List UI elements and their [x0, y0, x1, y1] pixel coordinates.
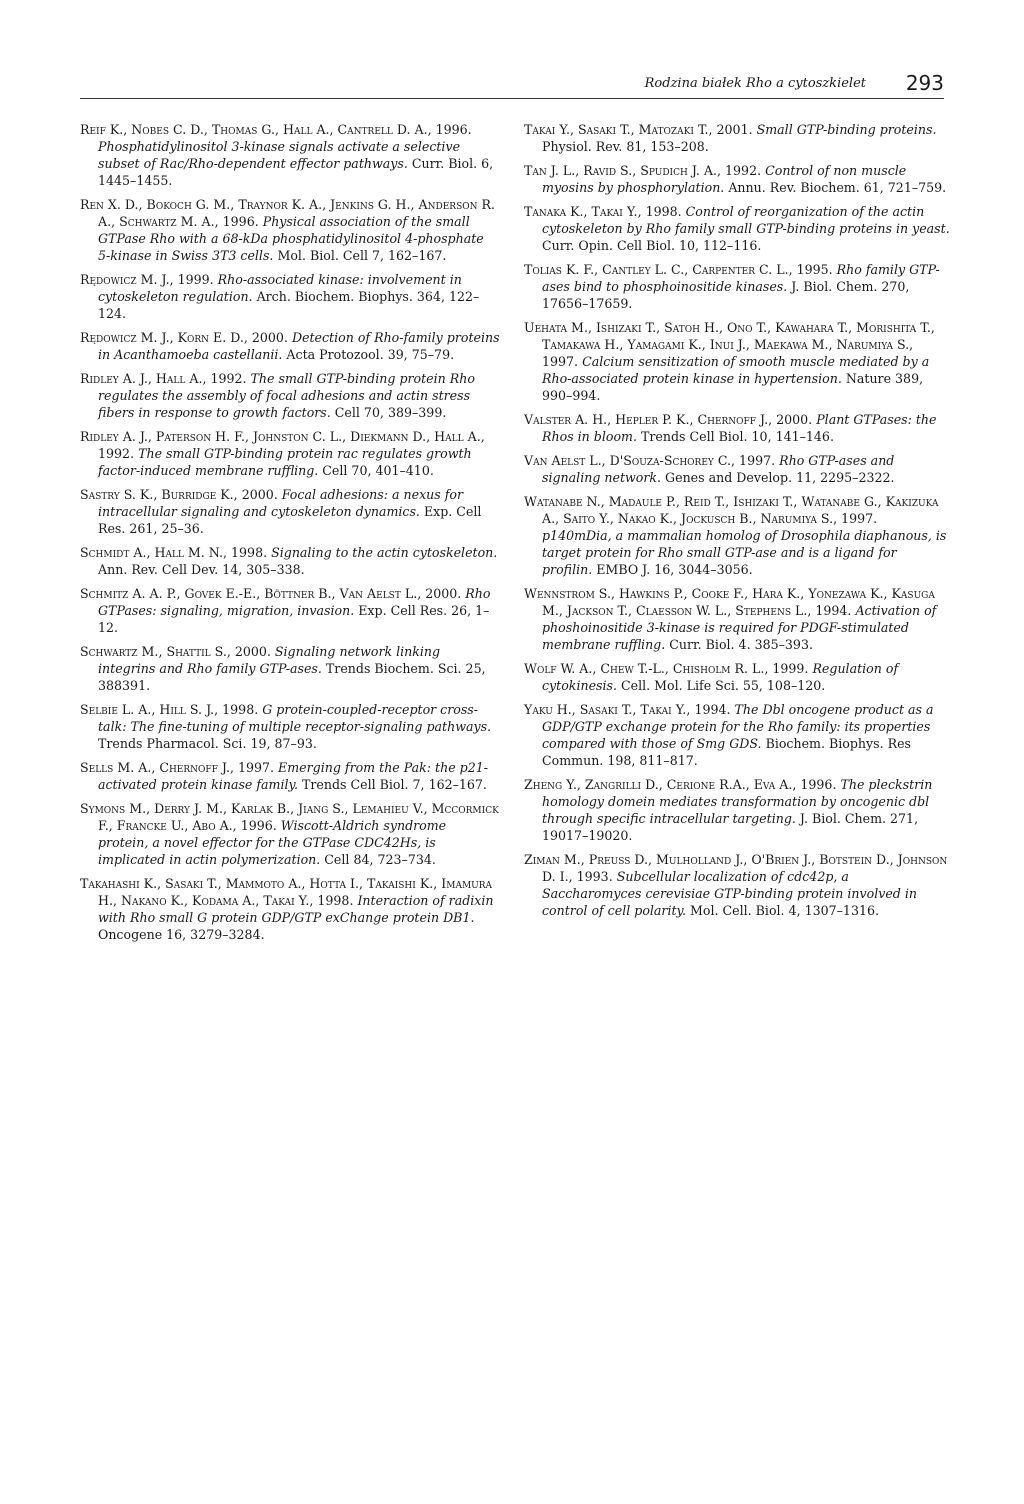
reference-title: G protein-coupled-receptor cross-talk: The fine-tuning of multiple receptor-signaling pathways.: [98, 702, 492, 734]
reference-source: Exp. Cell Res. 26, 1–12.: [98, 603, 490, 635]
reference-year: 2000.: [772, 412, 813, 427]
reference-entry: [524, 261, 950, 312]
reference-source: Cell 84, 723–734.: [320, 852, 436, 867]
reference-source: Curr. Opin. Cell Biol. 10, 112–116.: [542, 238, 762, 253]
reference-source: Trends Cell Biol. 10, 141–146.: [636, 429, 834, 444]
reference-authors: Uehata M., Ishizaki T., Satoh H., Ono T., Kawahara T., Morishita T., Tamakawa H., Yamagami K., Inui J., Maekawa M., Narumiya S.,: [524, 320, 935, 352]
reference-authors: Schwartz M., Shattil S.,: [80, 644, 231, 659]
reference-authors: Tolias K. F., Cantley L. C., Carpenter C. L.,: [524, 262, 793, 277]
reference-authors: Tan J. L., Ravid S., Spudich J. A.,: [524, 163, 722, 178]
reference-source: Nature 389, 990–994.: [542, 371, 924, 403]
reference-source: Mol. Cell. Biol. 4, 1307–1316.: [686, 903, 879, 918]
blank-page-bottom: [0, 1284, 1024, 1504]
reference-year: 1992.: [98, 446, 135, 461]
reference-source: EMBO J. 16, 3044–3056.: [592, 562, 753, 577]
reference-authors: Takahashi K., Sasaki T., Mammoto A., Hotta I., Takaishi K., Imamura H., Nakano K., Kodama A., Takai Y.,: [80, 876, 493, 908]
reference-year: 1994.: [811, 603, 852, 618]
reference-entry: [80, 271, 500, 322]
reference-title: Signaling network linking integrins and Rho family GTP-ases.: [98, 644, 441, 676]
reference-entry: [80, 643, 500, 694]
reference-title: Calcium sensitization of smooth muscle mediated by a Rho-associated protein kinase in hypertension.: [542, 354, 930, 386]
reference-year: 1998.: [218, 702, 259, 717]
reference-authors: Selbie L. A., Hill S. J.,: [80, 702, 219, 717]
reference-year: 1999.: [768, 661, 809, 676]
reference-year: 1992.: [206, 371, 247, 386]
reference-authors: Yaku H., Sasaki T., Takai Y.,: [524, 702, 691, 717]
reference-authors: Wennstrom S., Hawkins P., Cooke F., Hara K., Yonezawa K., Kasuga M., Jackson T., Claesson W. L., Stephens L.,: [524, 586, 935, 618]
reference-year: 1997.: [735, 453, 776, 468]
reference-entry: [80, 486, 500, 537]
reference-title: Wiscott-Aldrich syndrome protein, a novel effector for the GTPase CDC42Hs, is implicated in actin polymerization.: [98, 818, 447, 867]
reference-year: 1995.: [792, 262, 833, 277]
reference-year: 1994.: [690, 702, 731, 717]
reference-title: Rho GTPases: signaling, migration, invasion.: [98, 586, 491, 618]
running-header: [80, 70, 944, 99]
reference-source: Physiol. Rev. 81, 153–208.: [542, 139, 709, 154]
running-title: Rodzina białek Rho a cytoszkielet: [644, 76, 866, 91]
reference-title: Signaling to the actin cytoskeleton.: [267, 545, 498, 560]
reference-entry: [80, 544, 500, 578]
reference-year: 1993.: [572, 869, 613, 884]
reference-title: The small GTP-binding protein Rho regulates the assembly of focal adhesions and actin stress fibers in response to growth factors.: [98, 371, 475, 420]
reference-year: 2000.: [237, 487, 278, 502]
reference-year: 1998.: [641, 204, 682, 219]
reference-title: Interaction of radixin with Rho small G protein GDP/GTP exChange protein DB1.: [98, 893, 494, 925]
reference-source: Oncogene 16, 3279–3284.: [98, 927, 265, 942]
references-left-column: [80, 121, 500, 950]
reference-title: Regulation of cytokinesis.: [542, 661, 899, 693]
reference-title: Rho-associated kinase: involvement in cytoskeleton regulation.: [98, 272, 462, 304]
reference-authors: Ridley A. J., Hall A.,: [80, 371, 207, 386]
reference-year: 1998.: [313, 893, 354, 908]
reference-title: The Dbl oncogene product as a GDP/GTP exchange protein for the Rho family: its properties compared with those of Smg GDS.: [542, 702, 934, 751]
reference-authors: Zheng Y., Zangrilli D., Cerione R.A., Eva A.,: [524, 777, 797, 792]
reference-source: Arch. Biochem. Biophys. 364, 122–124.: [98, 289, 480, 321]
references-right-column: [524, 121, 950, 926]
reference-year: 1996.: [236, 818, 277, 833]
reference-authors: Rędowicz M. J.,: [80, 272, 174, 287]
reference-title: Rho family GTP-ases bind to phosphoinositide kinases.: [542, 262, 940, 294]
reference-authors: Van Aelst L., D'Souza-Schorey C.,: [524, 453, 736, 468]
reference-title: Plant GTPases: the Rhos in bloom.: [542, 412, 937, 444]
page-number: 293: [905, 71, 944, 95]
reference-title: The pleckstrin homology domein mediates transformation by oncogenic dbl through specific intracellular targeting.: [542, 777, 933, 826]
reference-year: 1996.: [796, 777, 837, 792]
reference-entry: [80, 329, 500, 363]
reference-authors: Symons M., Derry J. M., Karlak B., Jiang S., Lemahieu V., Mccormick F., Francke U., Abo A.,: [80, 801, 499, 833]
reference-authors: Schmitz A. A. P., Govek E.-E., Böttner B., Van Aelst L.,: [80, 586, 422, 601]
reference-source: Genes and Develop. 11, 2295–2322.: [661, 470, 895, 485]
reference-entry: [80, 875, 500, 943]
reference-authors: Takai Y., Sasaki T., Matozaki T.,: [524, 122, 713, 137]
reference-source: Cell. Mol. Life Sci. 55, 108–120.: [617, 678, 826, 693]
reference-authors: Schmidt A., Hall M. N.,: [80, 545, 228, 560]
reference-source: Mol. Biol. Cell 7, 162–167.: [273, 248, 447, 263]
reference-year: 1997.: [542, 354, 579, 369]
reference-year: 2000.: [421, 586, 462, 601]
reference-source: Annu. Rev. Biochem. 61, 721–759.: [724, 180, 947, 195]
reference-entry: [524, 851, 950, 919]
reference-source: Cell 70, 401–410.: [318, 463, 434, 478]
reference-entry: [80, 428, 500, 479]
reference-entry: [524, 776, 950, 844]
reference-year: 1996.: [431, 122, 472, 137]
reference-title: Activation of phoshoinositide 3-kinase is required for PDGF-stimulated membrane ruffling.: [542, 603, 937, 652]
reference-source: Trends Biochem. Sci. 25, 388391.: [98, 661, 486, 693]
reference-source: Acta Protozool. 39, 75–79.: [282, 347, 455, 362]
reference-source: Biochem. Biophys. Res Commun. 198, 811–817.: [542, 736, 912, 768]
reference-source: Ann. Rev. Cell Dev. 14, 305–338.: [98, 562, 305, 577]
reference-entry: [80, 196, 500, 264]
reference-entry: [80, 585, 500, 636]
reference-entry: [524, 452, 950, 486]
reference-authors: Reif K., Nobes C. D., Thomas G., Hall A., Cantrell D. A.,: [80, 122, 432, 137]
reference-source: Cell 70, 389–399.: [330, 405, 447, 420]
reference-entry: [524, 203, 950, 254]
reference-title: Emerging from the Pak: the p21-activated protein kinase family.: [98, 760, 489, 792]
reference-source: J. Biol. Chem. 270, 17656–17659.: [542, 279, 910, 311]
reference-entry: [80, 759, 500, 793]
reference-entry: [524, 162, 950, 196]
reference-authors: Rędowicz M. J., Korn E. D.,: [80, 330, 248, 345]
reference-entry: [524, 319, 950, 404]
reference-entry: [80, 701, 500, 752]
reference-year: 2001.: [712, 122, 753, 137]
reference-title: The small GTP-binding protein rac regulates growth factor-induced membrane ruffling.: [98, 446, 472, 478]
reference-authors: Valster A. H., Hepler P. K., Chernoff J.,: [524, 412, 773, 427]
reference-authors: Ziman M., Preuss D., Mulholland J., O'Brien J., Botstein D., Johnson D. I.,: [524, 852, 948, 884]
reference-year: 1997.: [837, 511, 878, 526]
reference-title: Control of reorganization of the actin cytoskeleton by Rho family small GTP-binding proteins in yeast.: [542, 204, 950, 236]
reference-authors: Ridley A. J., Paterson H. F., Johnston C. L., Diekmann D., Hall A.,: [80, 429, 485, 444]
reference-year: 1997.: [233, 760, 275, 775]
reference-title: Focal adhesions: a nexus for intracellular signaling and cytoskeleton dynamics.: [98, 487, 464, 519]
reference-entry: [524, 411, 950, 445]
reference-year: 1996.: [218, 214, 259, 229]
reference-authors: Tanaka K., Takai Y.,: [524, 204, 642, 219]
reference-entry: [524, 701, 950, 769]
reference-year: 1999.: [173, 272, 214, 287]
reference-year: 2000.: [230, 644, 271, 659]
reference-source: Trends Cell Biol. 7, 162–167.: [297, 777, 487, 792]
reference-title: Subcellular localization of cdc42p, a Saccharomyces cerevisiae GTP-binding protein involved in control of cell polarity.: [542, 869, 917, 918]
reference-source: J. Biol. Chem. 271, 19017–19020.: [542, 811, 919, 843]
reference-entry: [524, 585, 950, 653]
reference-entry: [80, 800, 500, 868]
reference-entry: [80, 121, 500, 189]
reference-authors: Watanabe N., Madaule P., Reid T., Ishizaki T., Watanabe G., Kakizuka A., Saito Y., Nakao K., Jockusch B., Narumiya S.,: [524, 494, 939, 526]
reference-authors: Ren X. D., Bokoch G. M., Traynor K. A., Jenkins G. H., Anderson R. A., Schwartz M. A.,: [80, 197, 495, 229]
reference-authors: Sells M. A., Chernoff J.,: [80, 760, 234, 775]
reference-year: 2000.: [247, 330, 288, 345]
reference-year: 1998.: [227, 545, 268, 560]
reference-source: Trends Pharmacol. Sci. 19, 87–93.: [98, 736, 317, 751]
reference-title: Phosphatidylinositol 3-kinase signals activate a selective subset of Rac/Rho-dependent effector pathways.: [98, 139, 461, 171]
reference-title: Rho GTP-ases and signaling network.: [542, 453, 895, 485]
reference-authors: Wolf W. A., Chew T.-L., Chisholm R. L.,: [524, 661, 769, 676]
reference-entry: [524, 660, 950, 694]
reference-source: Exp. Cell Res. 261, 25–36.: [98, 504, 482, 536]
reference-entry: [80, 370, 500, 421]
reference-entry: [524, 121, 950, 155]
reference-year: 1992.: [721, 163, 762, 178]
reference-title: Small GTP-binding proteins.: [752, 122, 937, 137]
reference-title: Control of non muscle myosins by phosphorylation.: [542, 163, 907, 195]
reference-source: Curr. Biol. 6, 1445–1455.: [98, 156, 494, 188]
reference-authors: Sastry S. K., Burridge K.,: [80, 487, 238, 502]
reference-title: p140mDia, a mammalian homolog of Drosophila diaphanous, is target protein for Rho small GTP-ase and is a ligand for profilin.: [542, 528, 947, 577]
reference-title: Physical association of the small GTPase Rho with a 68-kDa phosphatidylinositol 4-phosphate 5-kinase in Swiss 3T3 cells.: [98, 214, 484, 263]
reference-title: Detection of Rho-family proteins in Acanthamoeba castellanii.: [98, 330, 500, 362]
reference-source: Curr. Biol. 4. 385–393.: [665, 637, 813, 652]
reference-entry: [524, 493, 950, 578]
